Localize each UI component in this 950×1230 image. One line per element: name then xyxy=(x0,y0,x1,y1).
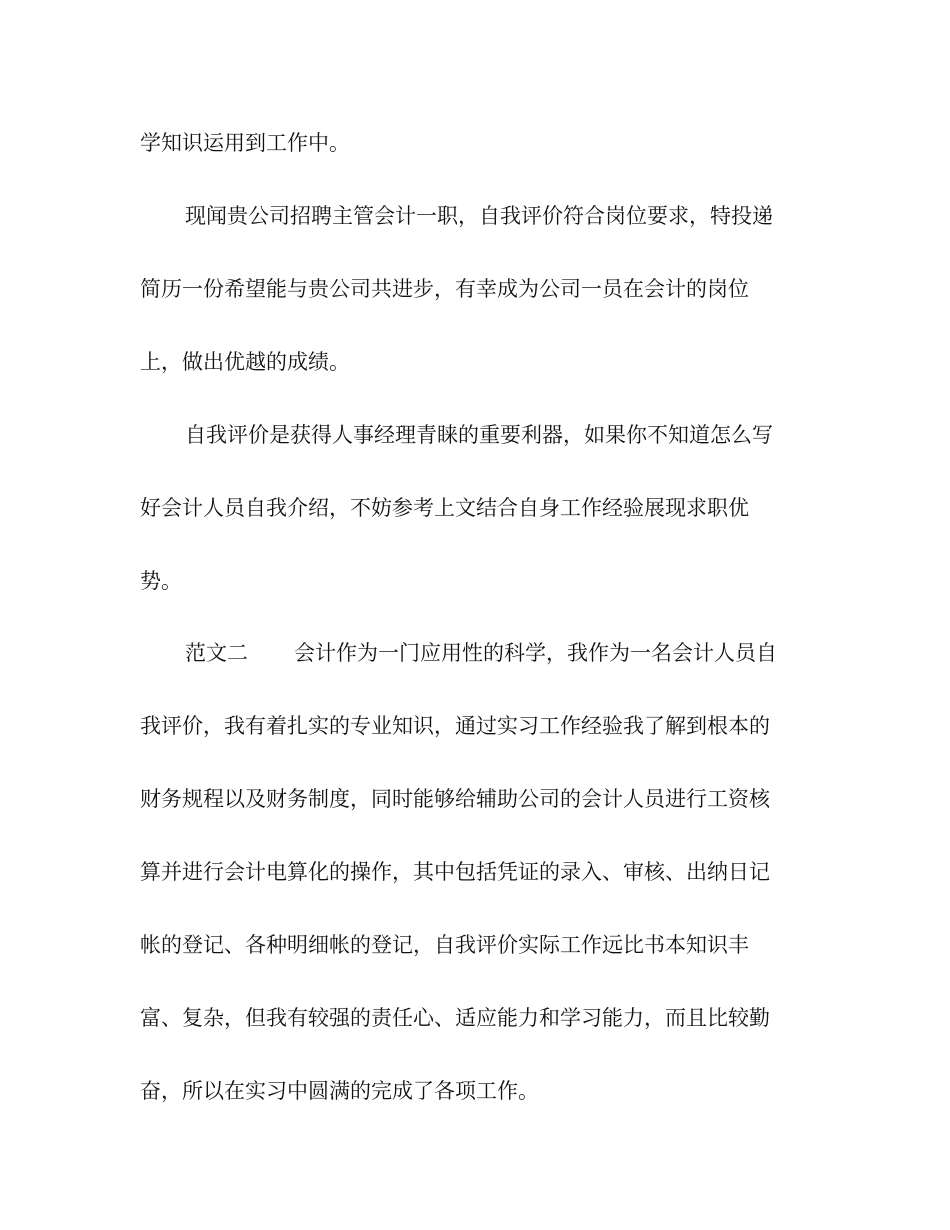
paragraph-2-line-3: 上，做出优越的成绩。 xyxy=(140,350,350,374)
paragraph-4-line-7: 奋，所以在实习中圆满的完成了各项工作。 xyxy=(140,1079,539,1103)
paragraph-2-line-1: 现闻贵公司招聘主管会计一职，自我评价符合岗位要求，特投递 xyxy=(185,204,773,228)
paragraph-1-line-1: 学知识运用到工作中。 xyxy=(140,131,350,155)
sample-heading: 范文二 xyxy=(185,641,248,665)
paragraph-2-line-2: 简历一份希望能与贵公司共进步，有幸成为公司一员在会计的岗位 xyxy=(140,277,749,301)
paragraph-3-line-2: 好会计人员自我介绍，不妨参考上文结合自身工作经验展现求职优 xyxy=(140,496,749,520)
paragraph-3-line-1: 自我评价是获得人事经理青睐的重要利器，如果你不知道怎么写 xyxy=(185,423,773,447)
paragraph-4-line-4: 算并进行会计电算化的操作，其中包括凭证的录入、审核、出纳日记 xyxy=(140,860,770,884)
paragraph-4-line-6: 富、复杂，但我有较强的责任心、适应能力和学习能力，而且比较勤 xyxy=(140,1006,770,1030)
paragraph-4-line-5: 帐的登记、各种明细帐的登记，自我评价实际工作远比书本知识丰 xyxy=(140,933,749,957)
paragraph-4-line-2: 我评价，我有着扎实的专业知识，通过实习工作经验我了解到根本的 xyxy=(140,714,770,738)
paragraph-4-line-3: 财务规程以及财务制度，同时能够给辅助公司的会计人员进行工资核 xyxy=(140,787,770,811)
paragraph-3-line-3: 势。 xyxy=(140,569,182,593)
paragraph-4-line-1-text: 会计作为一门应用性的科学，我作为一名会计人员自 xyxy=(294,641,777,665)
paragraph-4-line-1 xyxy=(185,633,800,673)
